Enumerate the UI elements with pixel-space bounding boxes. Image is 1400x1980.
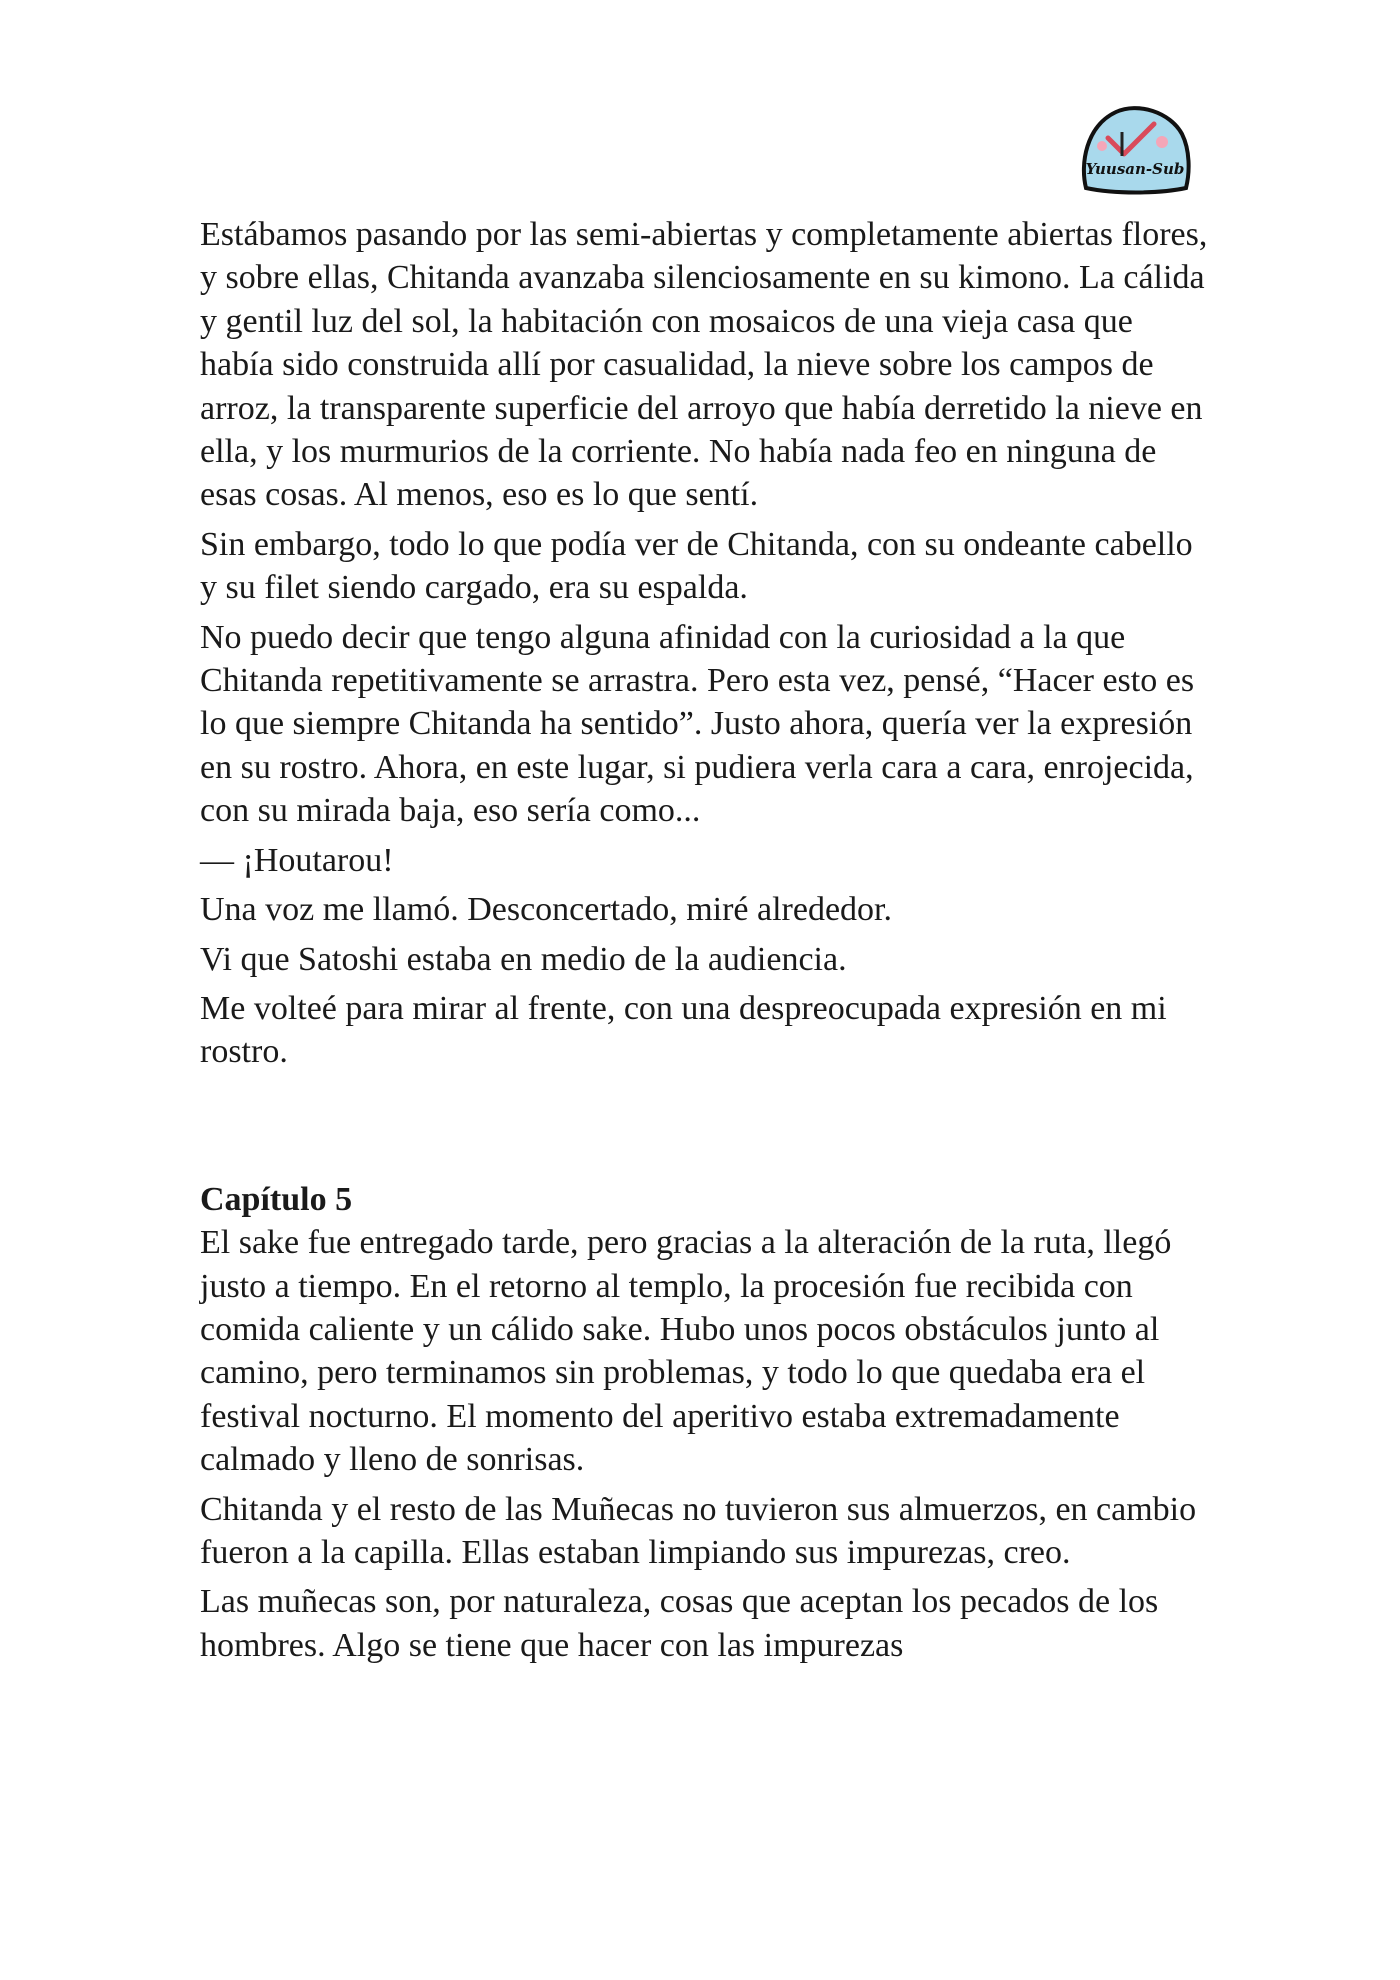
paragraph: No puedo decir que tengo alguna afinidad con la curiosidad a la que Chitanda repetitivamente se arrastra. Pero esta vez, pensé, “Hacer esto es lo que siempre Chitanda ha sentido”. Justo ahora, quería ver la expresión en su rostro. Ahora, en este lugar, si pudiera verla cara a cara, enrojecida, con su mirada baja, eso sería como...: [200, 618, 1195, 830]
paragraph: Sin embargo, todo lo que podía ver de Chitanda, con su ondeante cabello y su filet siendo cargado, era su espalda.: [200, 525, 1193, 607]
paragraph: Las muñecas son, por naturaleza, cosas que aceptan los pecados de los hombres. Algo se tiene que hacer con las impurezas: [200, 1583, 1159, 1664]
logo-flower-icon: [1097, 141, 1107, 151]
paragraph: Vi que Satoshi estaba en medio de la audiencia.: [200, 940, 847, 978]
paragraph: Estábamos pasando por las semi-abiertas y completamente abiertas flores, y sobre ellas, Chitanda avanzaba silenciosamente en su kimono. La cálida y gentil luz del sol, la habitación con mosaicos de una vieja casa que había sido construida allí por casualidad, la nieve sobre los campos de arroz, la transparente superficie del arroyo que había derretido la nieve en ella, y los murmurios de la corriente. No había nada feo en ninguna de esas cosas. Al menos, eso es lo que sentí.: [200, 216, 1208, 514]
yuusan-sub-logo: [1078, 104, 1192, 198]
chapter-title: Capítulo 5: [200, 1180, 353, 1218]
paragraph: El sake fue entregado tarde, pero gracias a la alteración de la ruta, llegó justo a tiempo. En el retorno al templo, la procesión fue recibida con comida caliente y un cálido sake. Hubo unos pocos obstáculos junto al camino, pero terminamos sin problemas, y todo lo que quedaba era el festival nocturno. El momento del aperitivo estaba extremadamente calmado y lleno de sonrisas.: [200, 1224, 1172, 1479]
page-body: [200, 213, 1210, 1673]
logo-flower-icon: [1156, 136, 1168, 148]
paragraph: Una voz me llamó. Desconcertado, miré alrededor.: [200, 891, 893, 929]
logo-text: Yuusan-Sub: [1085, 160, 1185, 178]
paragraph: Me volteé para mirar al frente, con una despreocupada expresión en mi rostro.: [200, 989, 1167, 1071]
paragraph: Chitanda y el resto de las Muñecas no tuvieron sus almuerzos, en cambio fueron a la capilla. Ellas estaban limpiando sus impurezas, creo.: [200, 1490, 1197, 1571]
dialogue-line: — ¡Houtarou!: [200, 841, 394, 879]
section-spacer: [200, 1080, 1210, 1178]
